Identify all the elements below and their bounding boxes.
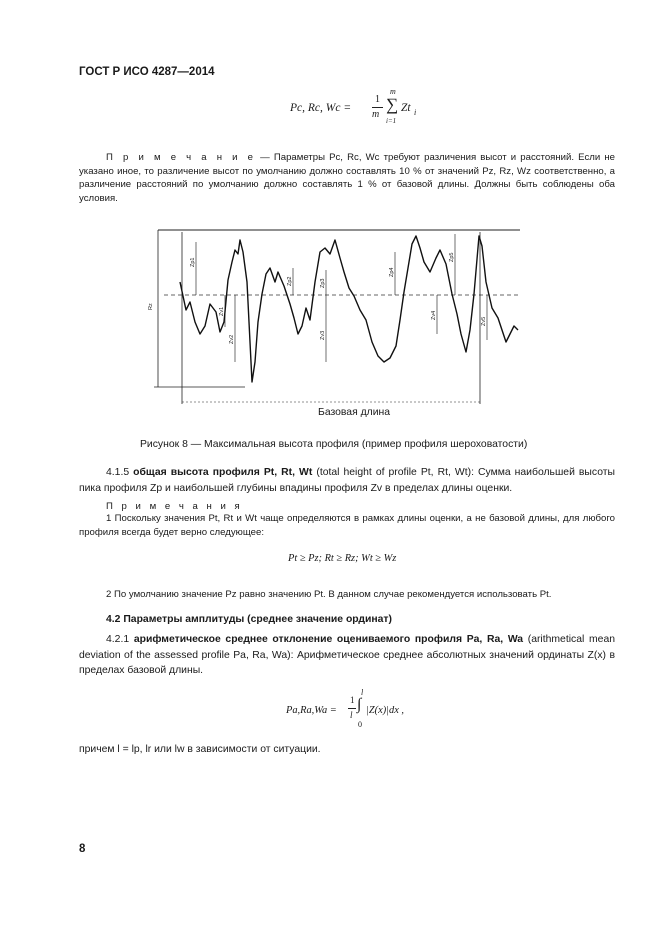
base-length-label: Базовая длина (318, 407, 391, 418)
section-4-2-1: 4.2.1 арифметическое среднее отклонение оцениваемого профиля Pa, Ra, Wa (arithmetical mean deviation of the assessed profile Pa, Ra, Wa): Арифметическое среднее абсолютных значений ординаты Z(x) в пределах базовой длины. (79, 634, 615, 676)
integral-sign: ∫ (357, 696, 362, 713)
formula-sub: i (414, 108, 417, 117)
note-label: П р и м е ч а н и е (106, 152, 256, 163)
zp1-label: Zp1 (190, 257, 196, 267)
zp4-label: Zp4 (389, 267, 395, 277)
sum-lower: i=1 (386, 117, 397, 125)
page-number: 8 (79, 843, 86, 855)
profile-figure (150, 222, 530, 407)
note-1: 1 Поскольку значения Pt, Rt и Wt чаще определяются в рамках длины оценки, а не базовой длины, для любого профиля всегда будет верно следующее: (79, 513, 615, 538)
section-4-2-1-note: причем l = lp, lr или lw в зависимости от ситуации. (79, 744, 321, 755)
note-text: — Параметры Pc, Rc, Wc требуют различения высот и расстояний. Если не указано иное, то различение высот по умолчанию должно составлять 10 % от значений Pz, Rz, Wz соответственно, а различение расстояний по умолчанию должно составлять 1 % от базовой длины. Должны быть соблюдены оба условия. (79, 152, 615, 204)
formula-lhs: Pa,Ra,Wa = (286, 705, 337, 716)
formula-pc (290, 88, 450, 130)
figure-caption: Рисунок 8 — Максимальная высота профиля (пример профиля шероховатости) (140, 439, 528, 450)
zv4-label: Zv4 (431, 310, 437, 320)
zv5-label: Zv5 (481, 316, 487, 326)
fraction-bar (372, 107, 383, 108)
document-header: ГОСТ Р ИСО 4287—2014 (79, 66, 215, 78)
term-heading: общая высота профиля Pt, Rt, Wt (133, 467, 313, 478)
sum-upper: m (390, 87, 396, 96)
fraction-bar (348, 708, 356, 709)
formula-fraction-den: m (372, 109, 380, 120)
rz-label: Rz (148, 303, 154, 310)
note-paragraph (79, 151, 615, 205)
zp3-label: Zp3 (320, 278, 326, 288)
zv1-label: Zv1 (219, 306, 225, 316)
zv3-label: Zv3 (320, 330, 326, 340)
formula-body: |Z(x)|dx , (366, 705, 405, 716)
term-heading: арифметическое среднее отклонение оцениваемого профиля Pa, Ra, Wa (133, 634, 524, 645)
notes-label: П р и м е ч а н и я (106, 501, 243, 512)
roughness-profile (180, 236, 518, 382)
note-2: 2 По умолчанию значение Pz равно значению Pt. В данном случае рекомендуется использовать Pt. (106, 589, 552, 600)
section-4-2-title: 4.2 Параметры амплитуды (среднее значение ординат) (106, 614, 392, 625)
integral-lower: 0 (358, 720, 362, 729)
section-4-1-5: 4.1.5 общая высота профиля Pt, Rt, Wt (total height of profile Pt, Rt, Wt): Сумма наибольшей высоты пика профиля Zp и наибольшей глубины впадины профиля Zv в пределах длины оценки. (79, 467, 615, 494)
formula-fraction-num: 1 (375, 94, 380, 105)
zv2-label: Zv2 (229, 334, 235, 344)
integral-upper: l (361, 688, 364, 697)
formula-lhs: Pc, Rc, Wc = (290, 102, 352, 114)
zv-dimensions (225, 295, 487, 362)
formula-pa: Pa,Ra,Wa = 1 l l ∫ 0 |Z(x)|dx , (286, 688, 405, 729)
zp5-label: Zp5 (449, 252, 455, 262)
formula-term: Zt (401, 102, 411, 114)
sum-sign: ∑ (386, 95, 399, 114)
zp2-label: Zp2 (287, 276, 293, 286)
inequality-formula: Pt ≥ Pz; Rt ≥ Rz; Wt ≥ Wz (288, 553, 397, 564)
